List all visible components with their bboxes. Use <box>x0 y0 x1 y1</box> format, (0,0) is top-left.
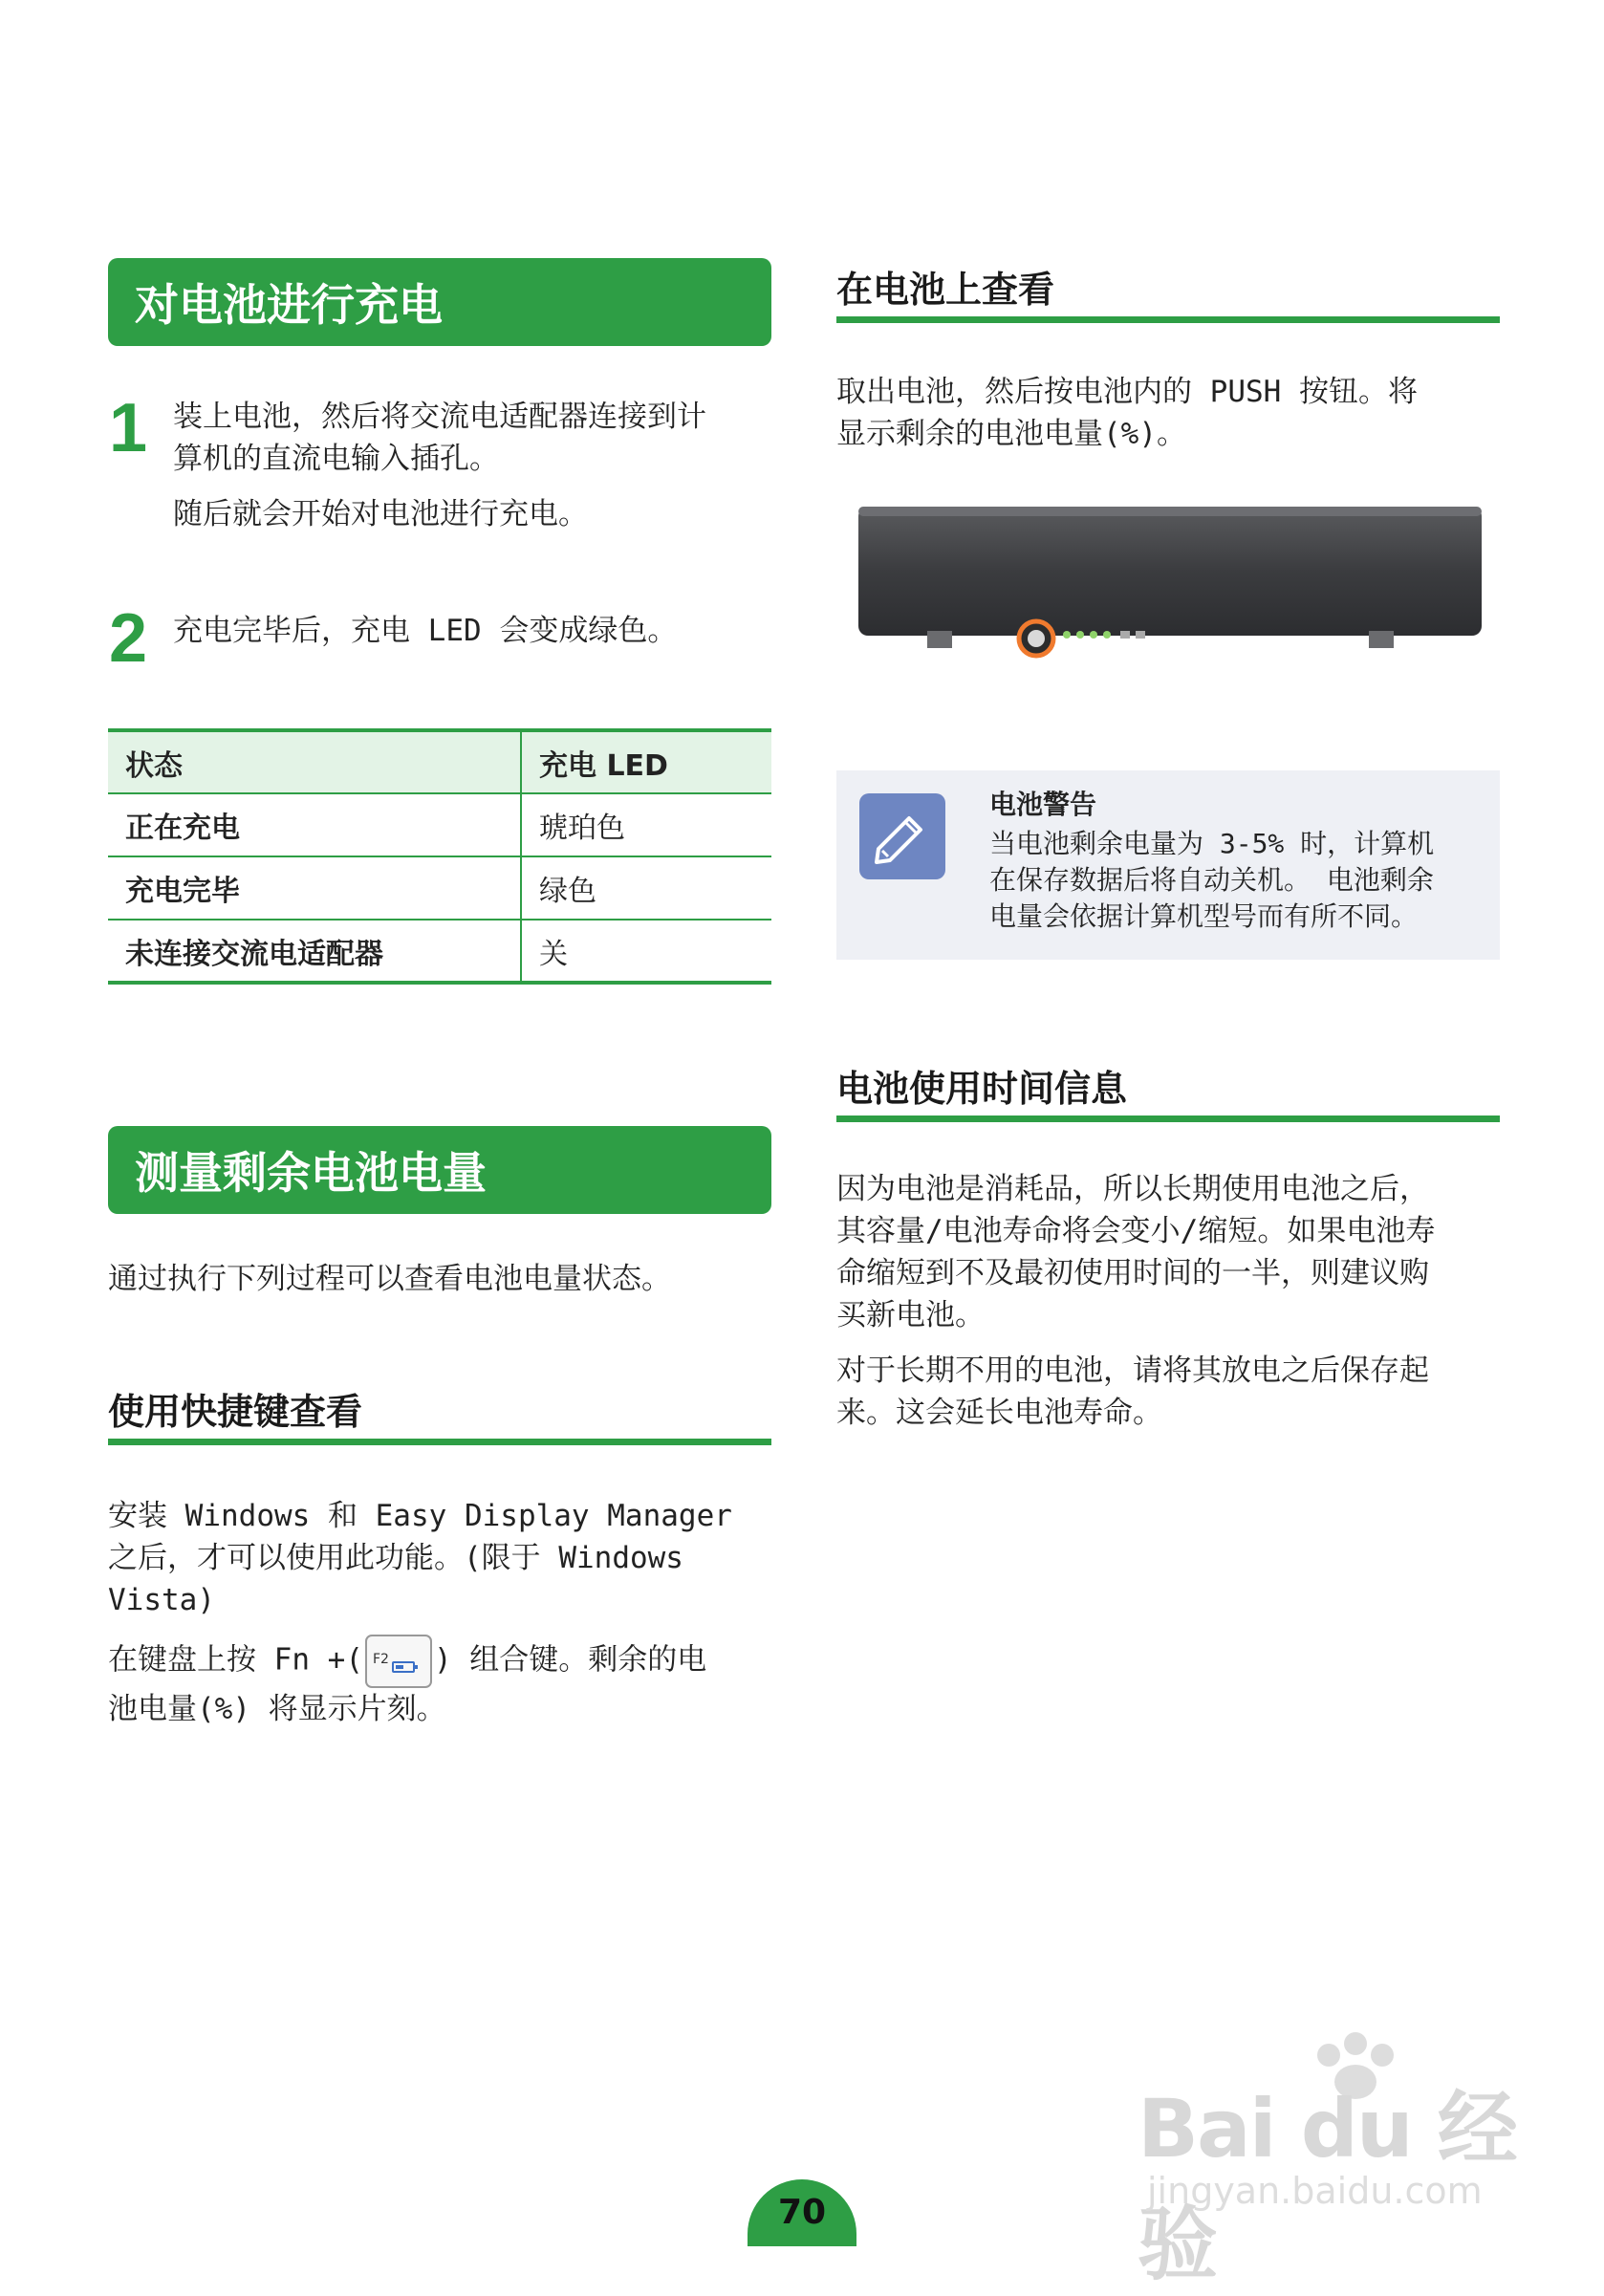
step-number-2: 2 <box>109 600 148 677</box>
text-line: 电量会依据计算机型号而有所不同。 <box>989 900 1419 932</box>
text-line: 命缩短到不及最初使用时间的一半，则建议购 <box>836 1256 1429 1290</box>
text-line: 买新电池。 <box>836 1298 985 1332</box>
subheading-text: 使用快捷键查看 <box>108 1391 363 1433</box>
section-title: 对电池进行充电 <box>135 279 443 331</box>
table-row <box>108 793 771 856</box>
key-label: F2 <box>372 1652 389 1667</box>
table-header-cell: 充电 LED <box>521 730 771 793</box>
step-1-text <box>173 396 775 535</box>
subheading-hotkey <box>108 1382 771 1445</box>
subheading-on-battery <box>836 260 1500 323</box>
text-line: 安装 Windows 和 Easy Display Manager <box>108 1499 732 1533</box>
table-row <box>108 920 771 983</box>
on-battery-text <box>836 371 1506 455</box>
table-cell: 未连接交流电适配器 <box>108 920 521 983</box>
warning-title: 电池警告 <box>989 789 1097 820</box>
table-cell: 关 <box>521 920 771 983</box>
table-header-row <box>108 730 771 793</box>
watermark-brand: Bai du 经验 <box>1138 2082 1516 2291</box>
battery-glyph <box>392 1661 415 1673</box>
hotkey-text <box>108 1495 777 1730</box>
baidu-watermark <box>1138 2026 1529 2291</box>
text-line: 充电完毕后，充电 LED 会变成绿色。 <box>173 614 678 648</box>
text-line: 对于长期不用的电池，请将其放电之后保存起 <box>836 1354 1429 1388</box>
text-line: 之后，才可以使用此功能。(限于 Windows <box>108 1541 683 1575</box>
section-banner-charge <box>108 258 771 346</box>
text-fragment: ) 组合键。剩余的电 <box>433 1642 707 1678</box>
table-row <box>108 856 771 920</box>
text-line: 因为电池是消耗品，所以长期使用电池之后， <box>836 1172 1429 1206</box>
usage-time-text <box>836 1168 1525 1434</box>
subheading-text: 在电池上查看 <box>836 269 1055 311</box>
step-number-1: 1 <box>109 390 148 466</box>
text-line: 装上电池，然后将交流电适配器连接到计 <box>173 400 706 434</box>
table-cell: 绿色 <box>521 856 771 920</box>
section-banner-measure <box>108 1126 771 1214</box>
step-2-text <box>173 610 775 652</box>
battery-warning-box <box>836 770 1500 960</box>
text-line <box>108 1635 777 1688</box>
text-line: 在保存数据后将自动关机。 电池剩余 <box>989 864 1434 896</box>
battery-image <box>851 497 1491 660</box>
text-line: Vista) <box>108 1583 215 1617</box>
text-line: 池电量(%) 将显示片刻。 <box>108 1692 446 1726</box>
table-cell: 正在充电 <box>108 793 521 856</box>
battery-key-icon <box>365 1635 432 1688</box>
text-line: 其容量/电池寿命将会变小/缩短。如果电池寿 <box>836 1214 1436 1248</box>
subheading-text: 电池使用时间信息 <box>836 1068 1128 1110</box>
text-line: 当电池剩余电量为 3-5% 时，计算机 <box>989 828 1435 859</box>
page-number: 70 <box>748 2179 856 2246</box>
text-line: 显示剩余的电池电量(%)。 <box>836 417 1186 451</box>
pencil-note-icon <box>859 793 945 879</box>
table-cell: 琥珀色 <box>521 793 771 856</box>
section-title: 测量剩余电池电量 <box>135 1147 487 1199</box>
table-cell: 充电完毕 <box>108 856 521 920</box>
text-line: 来。这会延长电池寿命。 <box>836 1396 1162 1430</box>
intro-text: 通过执行下列过程可以查看电池电量状态。 <box>108 1262 671 1296</box>
watermark-url: jingyan.baidu.com <box>1147 2170 1483 2212</box>
led-status-table <box>108 728 771 985</box>
text-line: 算机的直流电输入插孔。 <box>173 442 499 476</box>
subheading-usage-time <box>836 1059 1500 1122</box>
table-header-cell: 状态 <box>108 730 521 793</box>
text-line: 取出电池，然后按电池内的 PUSH 按钮。将 <box>836 375 1418 409</box>
text-line: 随后就会开始对电池进行充电。 <box>173 497 588 531</box>
text-fragment: 在键盘上按 Fn +( <box>108 1642 363 1678</box>
warning-text <box>989 826 1434 935</box>
